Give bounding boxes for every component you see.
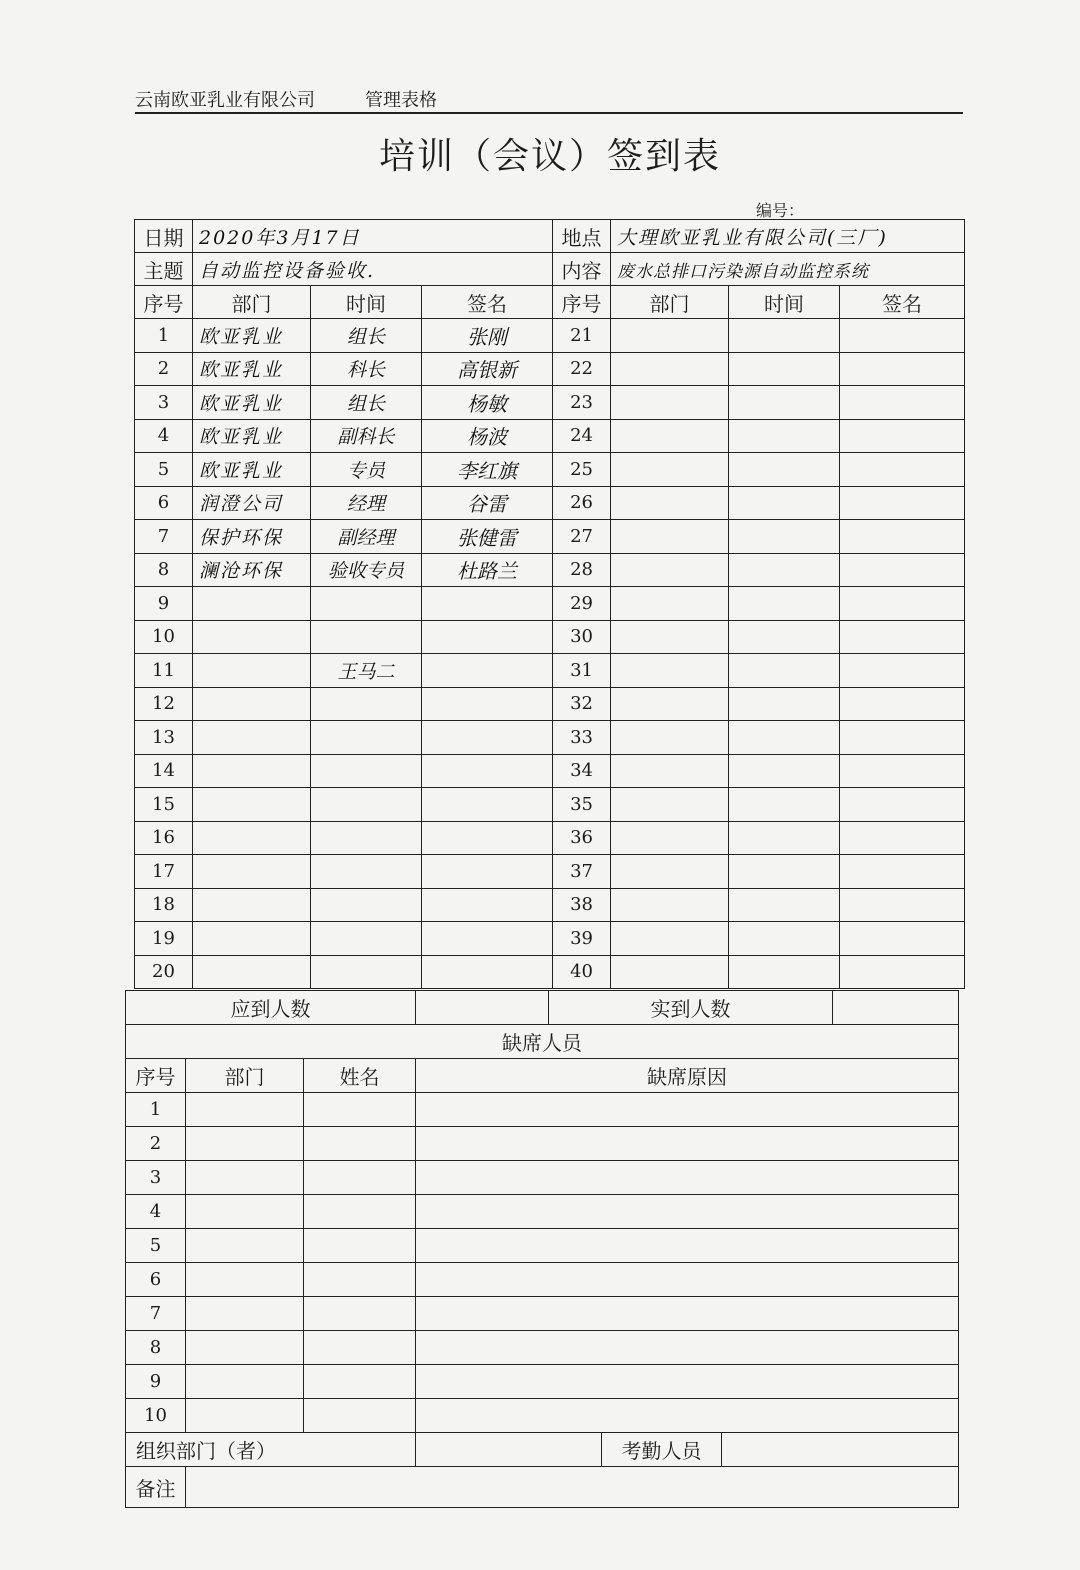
row-number: 8	[135, 553, 193, 587]
table-row	[126, 1127, 959, 1161]
dept-cell	[611, 922, 729, 956]
dept-cell	[186, 1195, 304, 1229]
dept-cell	[186, 1229, 304, 1263]
dept-cell	[611, 319, 729, 353]
reason-cell	[416, 1093, 959, 1127]
signature-cell	[422, 888, 553, 922]
signature-cell	[840, 754, 965, 788]
dept-cell	[193, 922, 311, 956]
organizer-value	[416, 1433, 602, 1467]
row-number: 16	[135, 821, 193, 855]
col-header-time: 时间	[311, 286, 422, 319]
role-cell: 专员	[311, 453, 422, 487]
dept-cell	[193, 855, 311, 889]
row-number: 6	[135, 486, 193, 520]
table-row	[126, 1297, 959, 1331]
name-cell	[304, 1127, 416, 1161]
name-cell	[304, 1229, 416, 1263]
dept-cell: 欧亚乳业	[193, 319, 311, 353]
row-number: 32	[553, 687, 611, 721]
time-cell	[729, 587, 840, 621]
table-row	[135, 319, 965, 353]
name-cell	[304, 1399, 416, 1433]
page-title: 培训（会议）签到表	[378, 136, 721, 177]
table-row	[135, 754, 965, 788]
dept-cell	[186, 1127, 304, 1161]
col-header-sign: 签名	[840, 286, 965, 319]
row-number: 20	[135, 955, 193, 989]
time-cell	[729, 453, 840, 487]
content-label: 内容	[553, 253, 611, 286]
dept-cell	[193, 721, 311, 755]
col-header-no: 序号	[135, 286, 193, 319]
dept-cell	[611, 654, 729, 688]
row-number: 28	[553, 553, 611, 587]
row-number: 2	[135, 352, 193, 386]
col-header-dept: 部门	[611, 286, 729, 319]
signature-cell	[840, 888, 965, 922]
row-number: 14	[135, 754, 193, 788]
signature-cell	[840, 587, 965, 621]
dept-cell	[186, 1263, 304, 1297]
time-cell	[729, 888, 840, 922]
col-header-no: 序号	[126, 1059, 186, 1093]
col-header-name: 姓名	[304, 1059, 416, 1093]
signature-cell	[840, 520, 965, 554]
reason-cell	[416, 1399, 959, 1433]
row-number: 6	[126, 1263, 186, 1297]
document-type: 管理表格	[365, 90, 437, 111]
form-number-label: 编号：	[756, 201, 805, 220]
reason-cell	[416, 1195, 959, 1229]
dept-cell	[193, 687, 311, 721]
signature-cell	[422, 855, 553, 889]
row-number: 17	[135, 855, 193, 889]
table-row	[126, 1399, 959, 1433]
time-cell	[729, 955, 840, 989]
time-cell	[729, 520, 840, 554]
table-row	[135, 620, 965, 654]
signature-cell: 高银新	[422, 352, 553, 386]
time-cell	[729, 553, 840, 587]
date-label: 日期	[135, 220, 193, 253]
reason-cell	[416, 1229, 959, 1263]
row-number: 13	[135, 721, 193, 755]
table-row	[135, 788, 965, 822]
time-cell	[729, 788, 840, 822]
dept-cell	[193, 788, 311, 822]
signature-cell	[840, 821, 965, 855]
dept-cell	[611, 788, 729, 822]
dept-cell	[611, 955, 729, 989]
table-row	[135, 386, 965, 420]
row-number: 34	[553, 754, 611, 788]
table-row	[135, 922, 965, 956]
table-row	[135, 721, 965, 755]
col-header-reason: 缺席原因	[416, 1059, 959, 1093]
signature-cell	[840, 687, 965, 721]
table-row	[135, 888, 965, 922]
dept-cell	[186, 1093, 304, 1127]
role-cell: 验收专员	[311, 553, 422, 587]
table-row	[126, 1093, 959, 1127]
reason-cell	[416, 1365, 959, 1399]
table-row	[126, 1263, 959, 1297]
row-number: 3	[135, 386, 193, 420]
signature-cell	[840, 955, 965, 989]
time-cell	[729, 486, 840, 520]
row-number: 18	[135, 888, 193, 922]
row-number: 1	[126, 1093, 186, 1127]
signature-cell	[840, 486, 965, 520]
dept-cell	[611, 520, 729, 554]
row-number: 39	[553, 922, 611, 956]
row-number: 36	[553, 821, 611, 855]
dept-cell	[611, 587, 729, 621]
time-cell	[729, 319, 840, 353]
date-value: 2020年3月17日	[193, 220, 553, 253]
time-cell	[729, 821, 840, 855]
row-number: 26	[553, 486, 611, 520]
row-number: 2	[126, 1127, 186, 1161]
col-header-time: 时间	[729, 286, 840, 319]
row-number: 3	[126, 1161, 186, 1195]
table-row	[135, 419, 965, 453]
time-cell	[729, 620, 840, 654]
dept-cell	[611, 721, 729, 755]
role-cell	[311, 687, 422, 721]
row-number: 24	[553, 419, 611, 453]
table-row	[135, 553, 965, 587]
role-cell	[311, 922, 422, 956]
dept-cell	[193, 821, 311, 855]
table-row	[135, 486, 965, 520]
row-number: 9	[135, 587, 193, 621]
role-cell: 组长	[311, 386, 422, 420]
row-number: 10	[126, 1399, 186, 1433]
dept-cell	[611, 888, 729, 922]
table-row	[135, 453, 965, 487]
dept-cell: 欧亚乳业	[193, 352, 311, 386]
signature-cell	[840, 386, 965, 420]
col-header-dept: 部门	[193, 286, 311, 319]
row-number: 11	[135, 654, 193, 688]
signature-cell	[422, 587, 553, 621]
dept-cell	[611, 620, 729, 654]
signature-cell	[840, 620, 965, 654]
absent-section-title: 缺席人员	[126, 1025, 959, 1059]
row-number: 37	[553, 855, 611, 889]
dept-cell	[611, 352, 729, 386]
row-number: 7	[126, 1297, 186, 1331]
table-row	[135, 955, 965, 989]
row-number: 4	[126, 1195, 186, 1229]
role-cell	[311, 888, 422, 922]
signature-cell	[840, 855, 965, 889]
col-header-sign: 签名	[422, 286, 553, 319]
dept-cell	[611, 553, 729, 587]
dept-cell	[611, 453, 729, 487]
dept-cell: 澜沧环保	[193, 553, 311, 587]
table-row	[126, 1195, 959, 1229]
name-cell	[304, 1161, 416, 1195]
role-cell: 经理	[311, 486, 422, 520]
row-number: 30	[553, 620, 611, 654]
actual-count-value	[833, 991, 959, 1025]
role-cell	[311, 754, 422, 788]
table-row	[126, 1229, 959, 1263]
row-number: 27	[553, 520, 611, 554]
attendance-table	[134, 219, 965, 989]
row-number: 5	[126, 1229, 186, 1263]
dept-cell	[193, 888, 311, 922]
signature-cell	[840, 352, 965, 386]
time-cell	[729, 754, 840, 788]
dept-cell	[611, 486, 729, 520]
dept-cell	[186, 1331, 304, 1365]
row-number: 21	[553, 319, 611, 353]
time-cell	[729, 721, 840, 755]
dept-cell	[611, 855, 729, 889]
signature-cell	[422, 788, 553, 822]
role-cell: 科长	[311, 352, 422, 386]
name-cell	[304, 1195, 416, 1229]
signature-cell	[422, 654, 553, 688]
signature-cell	[422, 821, 553, 855]
signature-cell: 杨波	[422, 419, 553, 453]
time-cell	[729, 654, 840, 688]
role-cell	[311, 855, 422, 889]
name-cell	[304, 1093, 416, 1127]
row-number: 5	[135, 453, 193, 487]
table-row	[126, 1161, 959, 1195]
signature-cell: 谷雷	[422, 486, 553, 520]
signature-cell	[840, 788, 965, 822]
absence-table	[125, 990, 959, 1508]
reason-cell	[416, 1161, 959, 1195]
signature-cell	[422, 955, 553, 989]
role-cell	[311, 955, 422, 989]
signature-cell	[422, 754, 553, 788]
role-cell: 组长	[311, 319, 422, 353]
reason-cell	[416, 1331, 959, 1365]
table-row	[135, 520, 965, 554]
row-number: 9	[126, 1365, 186, 1399]
role-cell: 王马二	[311, 654, 422, 688]
row-number: 40	[553, 955, 611, 989]
role-cell: 副经理	[311, 520, 422, 554]
time-cell	[729, 855, 840, 889]
signature-cell	[840, 922, 965, 956]
signature-cell	[840, 654, 965, 688]
content-value: 废水总排口污染源自动监控系统	[611, 253, 965, 286]
company-name: 云南欧亚乳业有限公司	[135, 90, 315, 111]
dept-cell	[611, 687, 729, 721]
organizer-label: 组织部门（者）	[126, 1433, 416, 1467]
time-cell	[729, 687, 840, 721]
row-number: 7	[135, 520, 193, 554]
row-number: 10	[135, 620, 193, 654]
dept-cell	[611, 821, 729, 855]
signature-cell	[840, 319, 965, 353]
row-number: 15	[135, 788, 193, 822]
dept-cell	[193, 620, 311, 654]
row-number: 25	[553, 453, 611, 487]
role-cell	[311, 788, 422, 822]
table-row	[135, 821, 965, 855]
subject-value: 自动监控设备验收.	[193, 253, 553, 286]
dept-cell	[193, 654, 311, 688]
dept-cell	[611, 754, 729, 788]
dept-cell	[186, 1297, 304, 1331]
row-number: 4	[135, 419, 193, 453]
row-number: 19	[135, 922, 193, 956]
dept-cell	[193, 754, 311, 788]
signature-cell: 张健雷	[422, 520, 553, 554]
dept-cell	[611, 419, 729, 453]
col-header-dept: 部门	[186, 1059, 304, 1093]
row-number: 31	[553, 654, 611, 688]
signature-cell	[422, 721, 553, 755]
table-row	[135, 687, 965, 721]
expected-count-label: 应到人数	[126, 991, 416, 1025]
dept-cell	[186, 1399, 304, 1433]
row-number: 22	[553, 352, 611, 386]
document-header	[135, 86, 963, 112]
name-cell	[304, 1365, 416, 1399]
role-cell: 副科长	[311, 419, 422, 453]
remarks-value	[186, 1467, 959, 1508]
role-cell	[311, 620, 422, 654]
table-row	[135, 352, 965, 386]
dept-cell: 欧亚乳业	[193, 419, 311, 453]
dept-cell: 欧亚乳业	[193, 453, 311, 487]
table-row	[135, 855, 965, 889]
reason-cell	[416, 1297, 959, 1331]
row-number: 8	[126, 1331, 186, 1365]
dept-cell: 欧亚乳业	[193, 386, 311, 420]
row-number: 12	[135, 687, 193, 721]
reason-cell	[416, 1127, 959, 1161]
time-cell	[729, 922, 840, 956]
signature-cell: 张刚	[422, 319, 553, 353]
name-cell	[304, 1263, 416, 1297]
dept-cell: 保护环保	[193, 520, 311, 554]
signature-cell	[422, 620, 553, 654]
signature-cell	[840, 553, 965, 587]
signature-cell: 李红旗	[422, 453, 553, 487]
dept-cell	[186, 1365, 304, 1399]
time-cell	[729, 419, 840, 453]
table-row	[126, 1331, 959, 1365]
signature-cell	[422, 922, 553, 956]
table-row	[135, 587, 965, 621]
row-number: 23	[553, 386, 611, 420]
time-cell	[729, 352, 840, 386]
signature-cell: 杨敏	[422, 386, 553, 420]
expected-count-value	[416, 991, 549, 1025]
header-divider	[135, 112, 963, 114]
place-label: 地点	[553, 220, 611, 253]
row-number: 38	[553, 888, 611, 922]
signature-cell	[840, 721, 965, 755]
table-row	[135, 654, 965, 688]
signature-cell: 杜路兰	[422, 553, 553, 587]
name-cell	[304, 1297, 416, 1331]
row-number: 33	[553, 721, 611, 755]
reason-cell	[416, 1263, 959, 1297]
row-number: 29	[553, 587, 611, 621]
attendance-staff-value	[722, 1433, 959, 1467]
col-header-no: 序号	[553, 286, 611, 319]
subject-label: 主题	[135, 253, 193, 286]
dept-cell	[193, 955, 311, 989]
attendance-staff-label: 考勤人员	[602, 1433, 722, 1467]
actual-count-label: 实到人数	[549, 991, 833, 1025]
dept-cell	[611, 386, 729, 420]
dept-cell	[193, 587, 311, 621]
place-value: 大理欧亚乳业有限公司(三厂)	[611, 220, 965, 253]
row-number: 1	[135, 319, 193, 353]
remarks-label: 备注	[126, 1467, 186, 1508]
name-cell	[304, 1331, 416, 1365]
time-cell	[729, 386, 840, 420]
table-row	[126, 1365, 959, 1399]
row-number: 35	[553, 788, 611, 822]
signature-cell	[422, 687, 553, 721]
role-cell	[311, 721, 422, 755]
signature-cell	[840, 419, 965, 453]
role-cell	[311, 587, 422, 621]
dept-cell: 润澄公司	[193, 486, 311, 520]
signature-cell	[840, 453, 965, 487]
role-cell	[311, 821, 422, 855]
dept-cell	[186, 1161, 304, 1195]
